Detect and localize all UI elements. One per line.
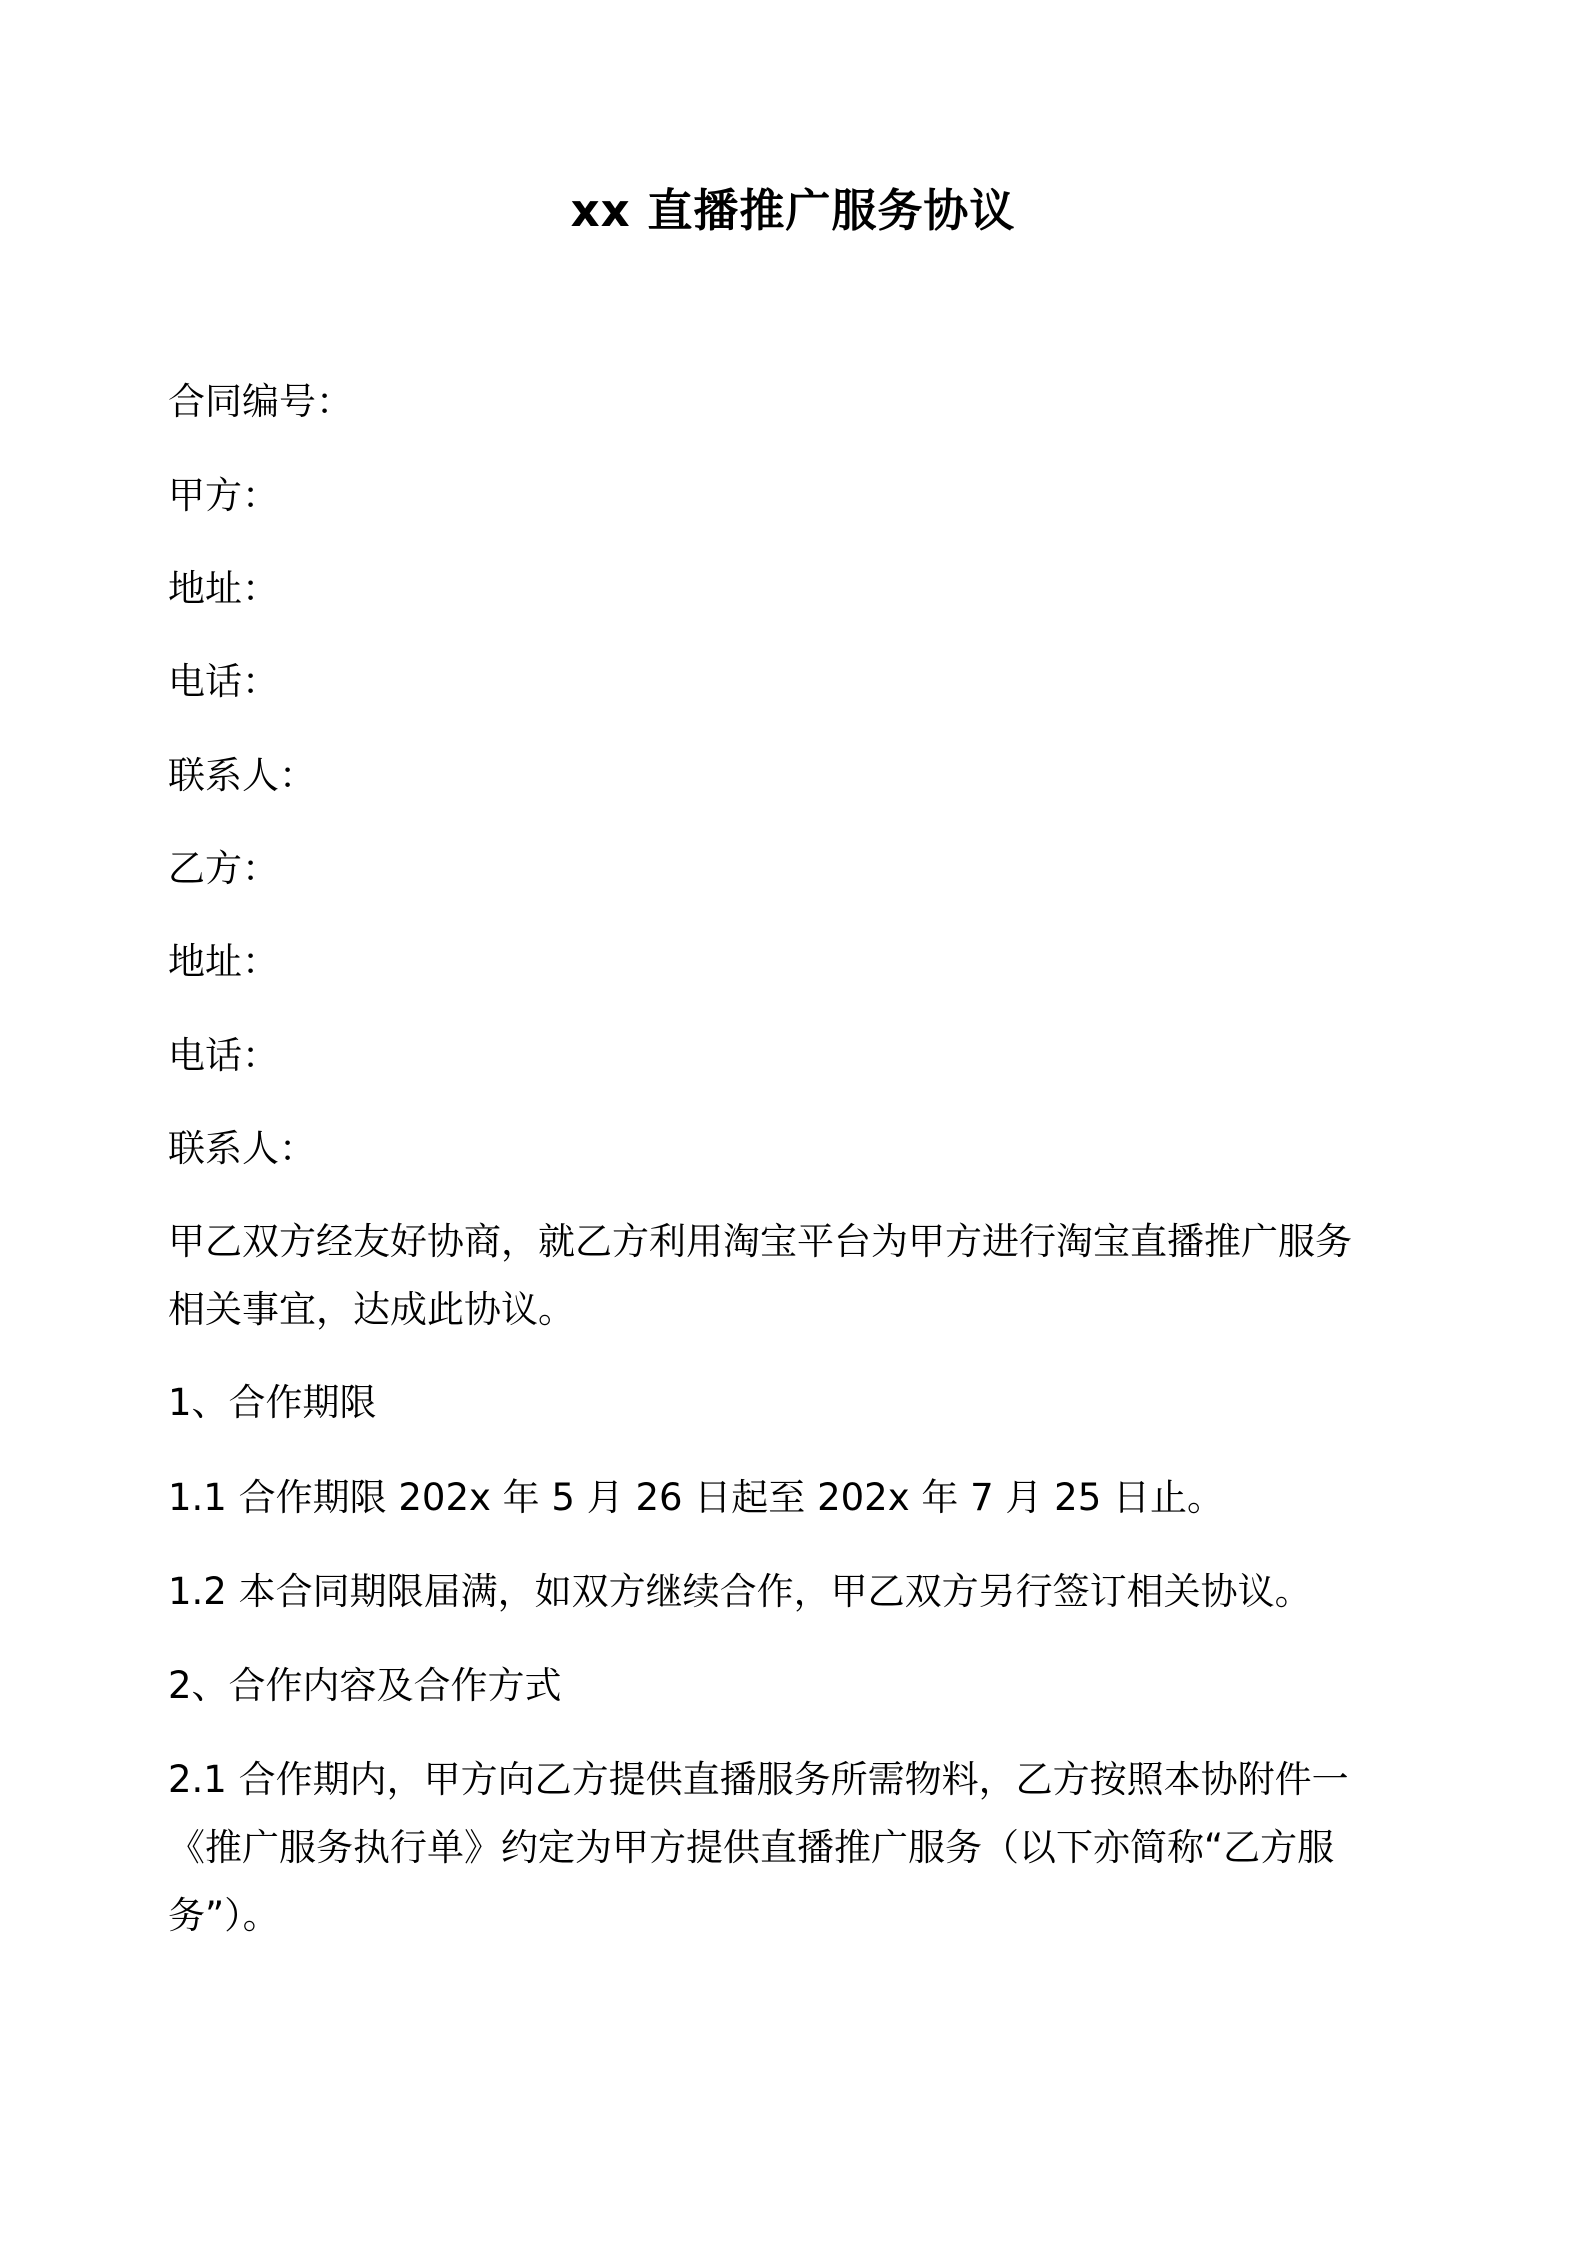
- clause-line: 《推广服务执行单》约定为甲方提供直播推广服务（以下亦简称“乙方服: [168, 1826, 1335, 1869]
- intro-line: 相关事宜，达成此协议。: [168, 1288, 575, 1331]
- intro-line: 甲乙双方经友好协商，就乙方利用淘宝平台为甲方进行淘宝直播推广服务: [168, 1220, 1352, 1263]
- intro-paragraph: [168, 1208, 1388, 1344]
- clause-line: 2.1 合作期内，甲方向乙方提供直播服务所需物料，乙方按照本协附件一: [168, 1758, 1349, 1801]
- field-party-a-contact: 联系人：: [168, 754, 316, 797]
- clause-line: 务”）。: [168, 1894, 280, 1937]
- field-party-a-phone: 电话：: [168, 660, 279, 703]
- field-party-b-address: 地址：: [168, 940, 279, 983]
- field-party-a: 甲方：: [168, 474, 279, 517]
- clause-1-1: 1.1 合作期限 202x 年 5 月 26 日起至 202x 年 7 月 25 日止。: [168, 1476, 1225, 1519]
- clause-1-2: 1.2 本合同期限届满，如双方继续合作，甲乙双方另行签订相关协议。: [168, 1570, 1312, 1613]
- field-party-b-contact: 联系人：: [168, 1127, 316, 1170]
- field-contract-number: 合同编号：: [168, 380, 353, 423]
- clause-2-1: [168, 1746, 1388, 1950]
- field-party-b: 乙方：: [168, 847, 279, 890]
- document-title: xx 直播推广服务协议: [570, 184, 1016, 237]
- field-party-b-phone: 电话：: [168, 1034, 279, 1077]
- field-party-a-address: 地址：: [168, 567, 279, 610]
- section-2-heading: 2、合作内容及合作方式: [168, 1664, 562, 1707]
- section-1-heading: 1、合作期限: [168, 1381, 377, 1424]
